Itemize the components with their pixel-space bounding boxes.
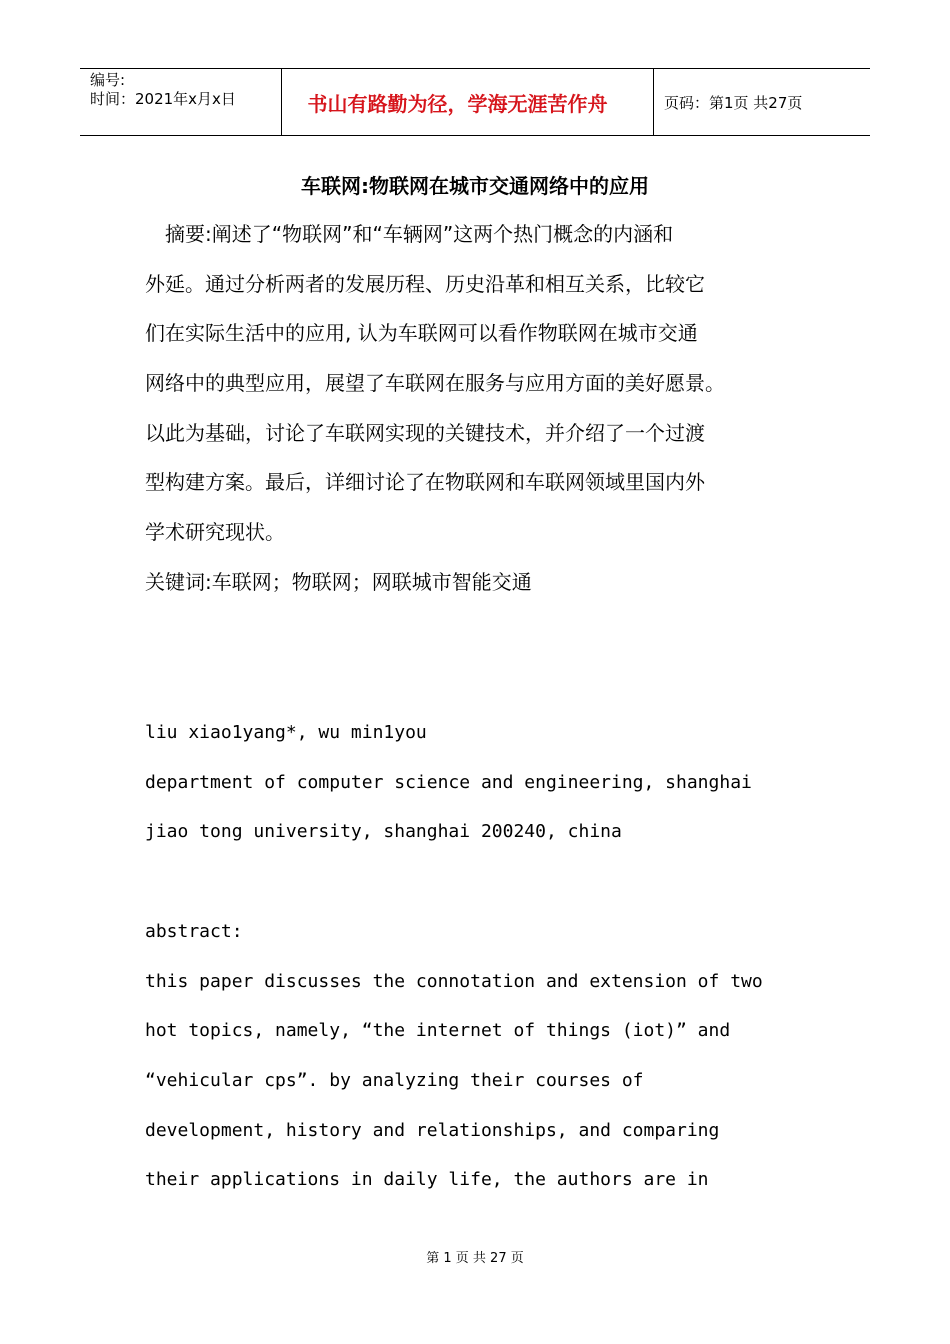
abstract-en-line: hot topics, namely, “the internet of things (iot)” and [145,1020,731,1042]
affiliation-line: jiao tong university, shanghai 200240, china [145,821,622,843]
abstract-cn-line: 们在实际生活中的应用, 认为车联网可以看作物联网在城市交通 [145,321,698,346]
affiliation-line: department of computer science and engineering, shanghai [145,771,752,793]
abstract-en-line: development, history and relationships, and comparing [145,1119,720,1141]
header-meta [80,69,282,135]
abstract-cn-line: 摘要:阐述了“物联网”和“车辆网”这两个热门概念的内涵和 [145,222,674,246]
abstract-en-line: this paper discusses the connotation and extension of two [145,970,763,992]
keywords-cn: 关键词:车联网；物联网；网联城市智能交通 [145,569,532,594]
document-header [80,68,870,136]
page-footer: 第 1 页 共 27 页 [426,1251,524,1266]
english-abstract [145,912,805,1210]
authors-en: liu xiao1yang*, wu min1you [145,722,427,743]
abstract-cn-line: 型构建方案。最后，详细讨论了在物联网和车联网领域里国内外 [145,470,705,495]
english-author-block [145,713,805,862]
abstract-cn-line: 学术研究现状。 [145,520,285,545]
abstract-cn-line: 外延。通过分析两者的发展历程、历史沿革和相互关系，比较它 [145,271,705,296]
abstract-en-label: abstract: [145,921,243,942]
page-label: 页码：第1页 共27页 [664,93,803,112]
chinese-abstract [145,212,805,610]
abstract-en-line: their applications in daily life, the authors are in [145,1169,709,1191]
motto-text: 书山有路勤为径，学海无涯苦作舟 [307,91,608,116]
document-title: 车联网:物联网在城市交通网络中的应用 [301,174,649,198]
date-label: 时间：2021年x月x日 [90,90,236,108]
doc-number-label: 编号: [90,71,126,89]
abstract-en-line: “vehicular cps”. by analyzing their courses of [145,1070,644,1092]
abstract-cn-line: 以此为基础，讨论了车联网实现的关键技术，并介绍了一个过渡 [145,420,705,445]
abstract-cn-line: 网络中的典型应用，展望了车联网在服务与应用方面的美好愿景。 [145,371,725,396]
header-page-info [654,69,870,135]
header-motto [282,69,654,135]
